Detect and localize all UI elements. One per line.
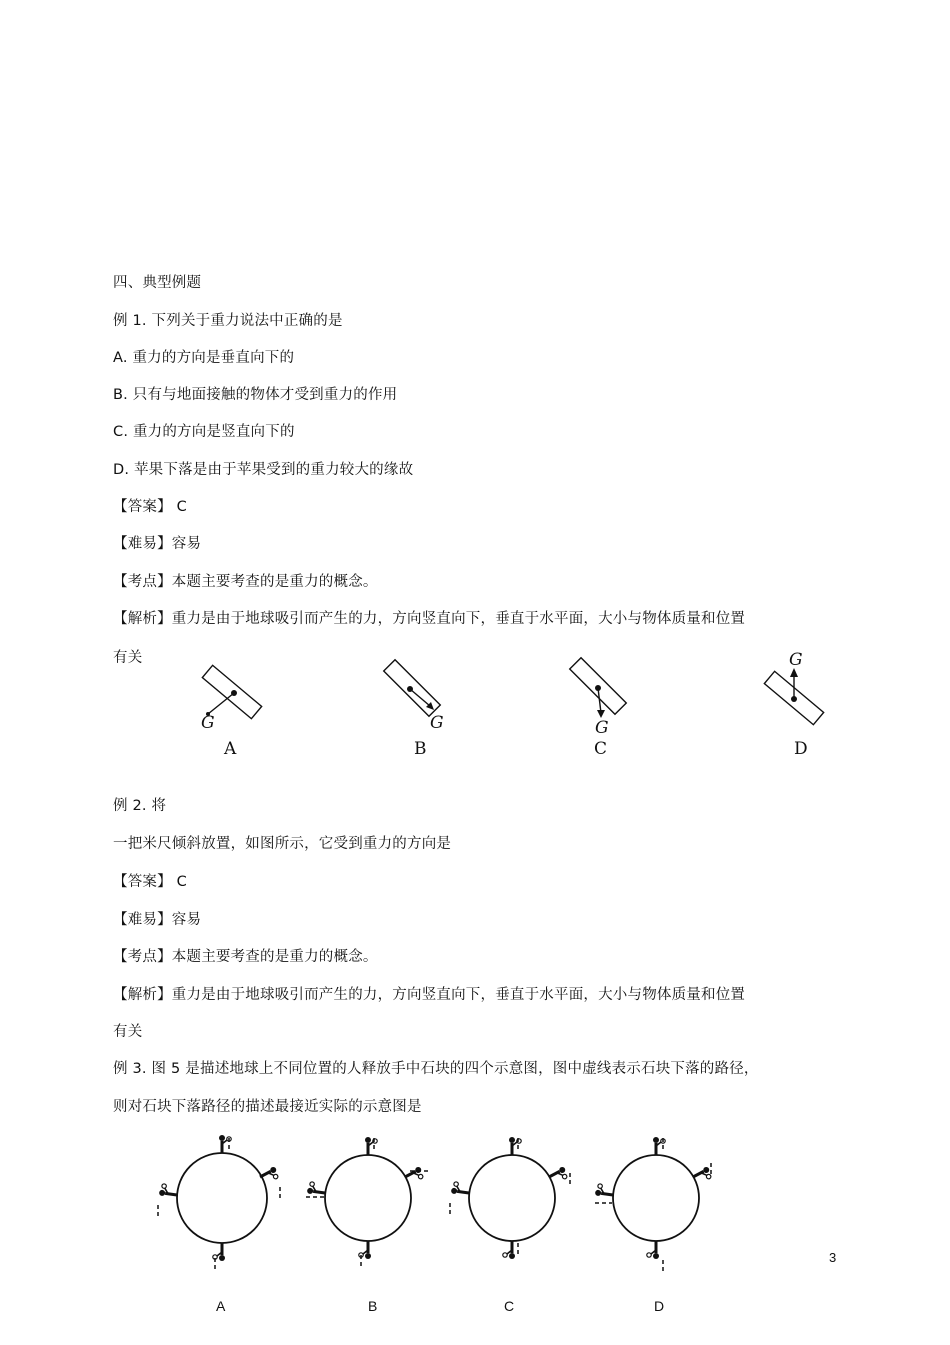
ruler-g-label-d: G: [789, 650, 803, 670]
earth-option-c: [450, 1137, 570, 1259]
example3-question: 例 3. 图 5 是描述地球上不同位置的人释放手中石块的四个示意图，图中虚线表示石块下落的路径，: [113, 1061, 759, 1077]
ruler-option-c: [570, 658, 627, 718]
example1-knowledge: 【考点】本题主要考查的是重力的概念。: [113, 574, 378, 590]
example1-answer: 【答案】 C: [113, 499, 187, 515]
example2-analysis: 【解析】重力是由于地球吸引而产生的力，方向竖直向下，垂直于水平面，大小与物体质量和位置: [113, 987, 746, 1003]
earth-option-a: [158, 1135, 280, 1271]
example2-analysis-cont: 有关: [113, 1024, 143, 1040]
example1-difficulty: 【难易】容易: [113, 536, 202, 552]
example3-question-cont: 则对石块下落路径的描述最接近实际的示意图是: [113, 1099, 422, 1115]
ruler-label-a: A: [224, 739, 237, 759]
example1-analysis: 【解析】重力是由于地球吸引而产生的力，方向竖直向下，垂直于水平面，大小与物体质量和位置: [113, 611, 746, 627]
earth-label-b: B: [368, 1298, 378, 1314]
ruler-g-label-b: G: [430, 713, 444, 733]
earth-label-d: D: [654, 1298, 665, 1314]
earth-stone-figure: [140, 1125, 790, 1285]
ruler-option-b: [384, 660, 441, 717]
ruler-g-label-c: G: [595, 718, 609, 738]
ruler-label-d: D: [794, 739, 808, 759]
example1-option-b: B. 只有与地面接触的物体才受到重力的作用: [113, 387, 398, 403]
section-title: 四、典型例题: [113, 275, 202, 291]
example2-answer: 【答案】 C: [113, 874, 187, 890]
page-number: 3: [829, 1250, 837, 1265]
example1-option-d: D. 苹果下落是由于苹果受到的重力较大的缘故: [113, 462, 414, 478]
example1-analysis-cont: 有关: [113, 650, 143, 666]
ruler-label-c: C: [594, 739, 608, 759]
earth-option-b: [306, 1137, 428, 1268]
example1-option-c: C. 重力的方向是竖直向下的: [113, 424, 295, 440]
example2-knowledge: 【考点】本题主要考查的是重力的概念。: [113, 949, 378, 965]
earth-label-a: A: [216, 1298, 226, 1314]
earth-option-d: [595, 1137, 713, 1273]
ruler-option-d: [764, 668, 823, 725]
ruler-g-label-a: G: [201, 713, 215, 733]
ruler-label-b: B: [414, 739, 427, 759]
ruler-option-a: [202, 665, 261, 718]
earth-label-c: C: [504, 1298, 515, 1314]
example1-question: 例 1. 下列关于重力说法中正确的是: [113, 313, 343, 329]
example2-difficulty: 【难易】容易: [113, 912, 202, 928]
ruler-gravity-figure: [180, 650, 860, 770]
example2-title: 例 2. 将: [113, 798, 167, 814]
example2-question: 一把米尺倾斜放置，如图所示，它受到重力的方向是: [113, 836, 452, 852]
example1-option-a: A. 重力的方向是垂直向下的: [113, 350, 295, 366]
